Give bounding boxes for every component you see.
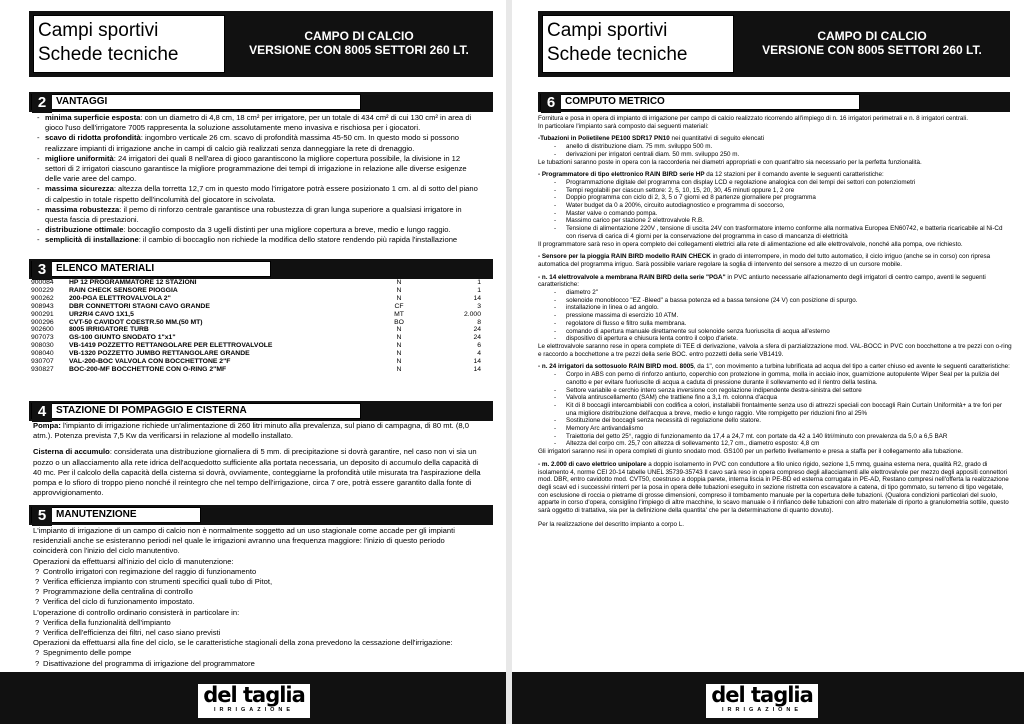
table-row [31, 350, 481, 358]
pump-label: Pompa: [33, 421, 61, 430]
pipes-note: Le tubazioni saranno poste in opera con la raccorderia nei diametri appropriati e con quant'altro sia necessario per la perfetta funzionalità. [538, 158, 922, 166]
final-note: Per la realizzazione del descritto impianto a corpo L. [538, 520, 684, 528]
table-cell: 908943 [31, 302, 54, 310]
controller-heading-text: da 12 stazioni per il comando avente le seguenti caratteristiche: [704, 171, 884, 179]
cable-heading: - m. 2.000 di cavo elettrico unipolare [538, 460, 647, 468]
pump-text: l'impianto di irrigazione richiede un'alimentazione di 260 litri minuto alla prevalenza, sul piano di campagna, di 80 mt. (8,0 atm.). Potenza prevista 7,5 Kw da verificarsi in relazione al modello installato. [33, 421, 469, 441]
header-subtitle [225, 29, 493, 57]
list-item: - Traiettoria del getto 25°, raggio di funzionamento da 17,4 a 24,7 mt. con portate da 42 a 140 litri/minuto con prevalenza da 5,0 a 6,5 BAR [538, 433, 1014, 441]
list-item: - derivazioni per irrigatori centrali diam. 50 mm. sviluppo 250 m. [538, 151, 1014, 159]
section-2-body [35, 113, 481, 246]
page-footer [0, 672, 506, 724]
list-item: - Tensione di alimentazione 220V , tensione di uscita 24V con trasformatore interno conforme alla normativa Europea EN60742, e batteria ricaricabile al Ni-Cd con riserva di carica di 4 giorni per la conservazione del programma in caso di mancanza di elettricità [538, 225, 1014, 240]
table-cell: 6 [477, 342, 481, 350]
list-item: - Tempi regolabili per ciascun settore: 2, 5, 10, 15, 20, 30, 45 minuti oppure 1, 2 ore [538, 187, 1014, 195]
list-item: - Corpo in ABS con perno di rinforzo antiurto, coperchio con protezione in gomma, molla in acciaio inox, guarnizione autopulente Wiper Seal per la pulizia del canotto e per evitare fuoriuscite di acqua a caduta di pressione durante il sollevamento ed il rientro della testina. [538, 371, 1014, 386]
logo-sub-text: IRRIGAZIONE [721, 707, 803, 713]
table-row [31, 342, 481, 350]
valves-list [538, 289, 1014, 343]
table-cell: 900084 [31, 279, 54, 286]
maintenance-intro: L'impianto di irrigazione di un campo di calcio non è normalmente soggetto ad un uso stagionale come accade per gli impianti residenziali anche se esisteranno periodi nel quale le irrigazioni avranno una frequenza maggiore: l'inizio di questo periodo coinciderà con l'inizio del ciclo manutentivo. [33, 526, 455, 556]
list-item: ? Verifica efficienza impianto con strumenti specifici quali tubo di Pitot, [33, 577, 481, 587]
table-cell: BO [394, 318, 404, 326]
list-item-label: distribuzione ottimale [45, 225, 124, 235]
del-taglia-logo [198, 684, 310, 718]
list-item-text: : altezza della torretta 12,7 cm in questo modo l'irrigatore potrà essere posizionato 1 cm. al di sotto del piano di calpestio in totale rispetto dell'incolumità del giocatore in scivolata. [45, 184, 478, 204]
table-cell: 900296 [31, 318, 54, 326]
section-5-heading [31, 507, 201, 523]
tank-text: : considerata una distribuzione giornaliera di 5 mm. di precipitazione si dovrà garantire, nel caso non vi sia un pozzo o un allacciamento alla rete idrica dell'acquedotto sufficiente alla portata necessaria, un deposito di accumulo della capacità di 40 mc. Per il calcolo della capacità della cisterna si dovrà, ovviamente, conteggiarne la profondità utile misurata tra l'aspirazione della pompa e lo sfioro di troppo pieno nonché il reintegro che nel tempo dell'irrigazione, circa 7 ore, potrà essere garantito dalla fonte di approvvigionamento. [33, 447, 481, 498]
advantages-list [35, 113, 481, 246]
list-item: - Valvola antiruscellamento (SAM) che trattiene fino a 3,1 m. colonna d'acqua [538, 394, 1014, 402]
header-title [542, 15, 734, 73]
table-cell: BOC-200-MF BOCCHETTONE CON O-RING 2"MF [69, 365, 227, 373]
header-title-line2: Schede tecniche [38, 44, 179, 65]
page-header [29, 11, 493, 77]
sensor-heading: - Sensore per la pioggia RAIN BIRD modello RAIN CHECK [538, 253, 711, 261]
table-cell: 24 [473, 334, 481, 342]
maintenance-end-list [33, 648, 481, 668]
page-footer [512, 672, 1024, 724]
maintenance-start-list [33, 567, 481, 608]
pipes-list [538, 143, 1014, 158]
list-item: - Programmazione digitale del programma con display LCD e regolazione analogica con dei tempi dei settori con potenziometri [538, 179, 1014, 187]
list-item [35, 184, 481, 204]
table-row [31, 287, 481, 295]
table-cell: VB-1320 POZZETTO JUMBO RETTANGOLARE GRANDE [69, 350, 250, 358]
cable-paragraph [538, 461, 1014, 515]
controller-heading [538, 171, 1014, 179]
table-cell: 1 [477, 286, 481, 294]
table-cell: RAIN CHECK SENSORE PIOGGIA [69, 286, 178, 294]
list-item-label: semplicità di installazione [45, 235, 139, 245]
logo-main-text: del taglia [203, 683, 305, 707]
list-item: - regolatore di flusso e filtro sulla membrana. [538, 320, 1014, 328]
table-cell: 200-PGA ELETTROVALVOLA 2" [69, 294, 171, 302]
table-cell: 900229 [31, 286, 54, 294]
table-row [31, 326, 481, 334]
table-cell: CVT-50 CAVIDOT COESTR.50 MM.(50 MT) [69, 318, 203, 326]
header-subtitle-line1: CAMPO DI CALCIO [817, 29, 927, 43]
maintenance-ordinary-heading: L'operazione di controllo ordinario consisterà in particolare in: [33, 607, 240, 617]
controller-note: Il programmatore sarà reso in opera completo dei collegamenti elettrici alla rete di alimentazione ed alle elettrovalvole, nonché alla pompa, ove richiesto. [538, 240, 963, 248]
pipes-heading-bold: -Tubazioni in Polietilene PE100 SDR17 PN10 [538, 135, 670, 143]
list-item: - Master valve o comando pompa. [538, 210, 1014, 218]
page-header [538, 11, 1010, 77]
section-3-title: ELENCO MATERIALI [56, 263, 155, 274]
table-cell: N [396, 279, 402, 286]
pump-paragraph [33, 421, 481, 441]
list-item: - Sostituzione dei boccagli senza necessità di regolazione dello statore. [538, 417, 1014, 425]
tank-label: Cisterna di accumulo [33, 447, 110, 457]
table-cell: 908040 [31, 350, 54, 358]
header-subtitle-line2: VERSIONE CON 8005 SETTORI 260 LT. [762, 43, 982, 57]
table-cell: 930707 [31, 358, 54, 366]
table-cell: 930827 [31, 365, 54, 373]
list-item: ? Programmazione della centralina di controllo [33, 587, 481, 597]
section-6-heading [540, 94, 860, 110]
sprinklers-list [538, 371, 1014, 448]
header-subtitle-line1: CAMPO DI CALCIO [304, 29, 414, 43]
list-item-label: massima sicurezza [45, 184, 114, 194]
table-cell: 14 [473, 358, 481, 366]
section-2-heading [31, 94, 361, 110]
list-item: - Memory Arc antivandalismo [538, 425, 1014, 433]
table-row [31, 279, 481, 287]
list-item-text: : ingombro verticale 26 cm. scavo di profondità massima 45-50 cm. In questo modo si possono realizzare impianti di irrigazione anche in campi di calcio già realizzati senza danneggiare la rete di drenaggio. [45, 133, 460, 153]
valves-heading-bold: - n. 14 elettrovalvole a membrana RAIN BIRD della serie "PGA" [538, 273, 726, 281]
table-cell: N [396, 350, 402, 358]
list-item: - dispositivo di apertura e chiusura lenta contro il colpo d'ariete. [538, 335, 1014, 343]
section-2-number: 2 [32, 93, 52, 113]
list-item: ? Spegnimento delle pompe [33, 648, 481, 658]
list-item-text: : 24 irrigatori dei quali 8 nell'area di gioco garantiscono la migliore copertura possibile, la divisione in 12 settori di 2 irrigatori ciascuno garantisce la migliore programmazione dei tempi di irrigazione in relazione alle diverse esigenze delle varie aree del campo. [45, 153, 467, 184]
table-cell: 4 [477, 350, 481, 358]
computo-intro2: In particolare l'impianto sarà composto dai seguenti materiali: [538, 122, 709, 130]
sprinklers-note: Gli irrigatori saranno resi in opera completi di giunto snodato mod. GS100 per un perfetto livellamento e presa a staffa per il collegamento alla tubazione. [538, 448, 963, 456]
computo-intro: Fornitura e posa in opera di impianto di irrigazione per campo di calcio realizzato ricorrendo all'impiego di n. 16 irrigatori perimetrali e n. 8 irrigatori centrali. [538, 115, 968, 122]
list-item [35, 133, 481, 153]
materials-table [31, 279, 481, 374]
section-4-heading [31, 403, 361, 419]
list-item-text: : il pemo di rinforzo centrale garantisce una robustezza di gran lunga superiore a qualsiasi irrigatore in questa fascia di prestazioni. [45, 204, 462, 225]
controller-list [538, 179, 1014, 241]
logo-sub-text: IRRIGAZIONE [213, 707, 295, 713]
list-item-label: scavo di ridotta profondità [45, 133, 141, 143]
maintenance-end-heading: Operazioni da effettuarsi alla fine del ciclo, se le caratteristiche stagionali della zona prevedono la cessazione dell'irrigazione: [33, 638, 453, 648]
list-item: - Doppio programma con ciclo di 2, 3, 5 o 7 giorni ed 8 partenze giornaliere per programma [538, 194, 1014, 202]
list-item-label: massima robustezza [45, 204, 120, 214]
table-cell: 2.000 [463, 310, 481, 318]
table-cell: N [396, 365, 402, 373]
section-2-title: VANTAGGI [56, 96, 108, 107]
table-cell: N [396, 286, 402, 294]
table-row [31, 319, 481, 327]
table-cell: MT [394, 310, 404, 318]
header-title-line2: Schede tecniche [547, 44, 688, 65]
list-item-text: : con un diametro di 4,8 cm, 18 cm² per irrigatore, per un totale di 434 cm² di cui 130 cm² in area di gioco l'uso dell'irrigatore 7005 rappresenta la soluzione assolutamente meno invasiva e rischiosa per i giocatori. [45, 113, 472, 133]
table-cell: GS-100 GIUNTO SNODATO 1"x1" [69, 334, 176, 342]
header-title-line1: Campi sportivi [547, 20, 668, 41]
list-item: - installazione in linea o ad angolo. [538, 304, 1014, 312]
section-3-number: 3 [32, 260, 52, 280]
list-item: ? Verifica del ciclo di funzionamento impostato. [33, 597, 481, 607]
list-item: - Kit di 8 boccagli intercambiabili con codifica a colori, installabili frontalmente senza uso di attrezzi speciali con boccagli Rain Curtain Uniformità+ a tre fori per una migliore distribuzione dell'acqua a breve, medio e lungo raggio. Vite rompigetto per riduzioni fino al 25% [538, 402, 1014, 417]
list-item: ? Disattivazione del programma di irrigazione del programmatore [33, 659, 481, 669]
section-6-number: 6 [541, 93, 561, 113]
table-cell: VB-1419 POZZETTO RETTANGOLARE PER ELETTROVALVOLE [69, 342, 273, 350]
table-row [31, 334, 481, 342]
valves-note: Le elettrovalvole saranno rese in opera complete di TEE di derivazione, valvola a sfera di parzializzazione mod. VAL-BOCC in PVC con bocchettone a tre pezzi con o-ring e raccordo a bocchettone a tre pezzi della serie BOC. entro pozzetti della serie VB1419. [538, 342, 1012, 358]
valves-heading-text: in PVC antiurto necessarie all'azionamento degli irrigatori di centro campo, aventi le seguenti caratteristiche: [538, 273, 986, 289]
list-item: ? Verifica della funzionalità dell'impianto [33, 618, 481, 628]
table-row [31, 358, 481, 366]
section-5-body [33, 526, 481, 669]
table-cell: UR2R/4 CAVO 1X1,5 [69, 310, 134, 318]
table-cell: VAL-200-BOC VALVOLA CON BOCCHETTONE 2"F [69, 358, 231, 366]
table-cell: 900262 [31, 294, 54, 302]
list-item: - diametro 2" [538, 289, 1014, 297]
list-item: ? Verifica dell'efficienza dei filtri, nel caso siano previsti [33, 628, 481, 638]
valves-heading [538, 274, 1014, 289]
table-cell: 3 [477, 302, 481, 310]
list-item-label: migliore uniformità [45, 153, 114, 163]
sprinklers-heading-bold: - n. 24 irrigatori da sottosuolo RAIN BIRD mod. 8005 [538, 363, 694, 371]
sprinklers-heading-text: , da 1", con movimento a turbina lubrificata ad acqua del tipo a carter chiuso ed avente le seguenti caratteristiche: [693, 363, 1010, 371]
section-3-heading [31, 261, 271, 277]
section-5-number: 5 [32, 506, 52, 526]
table-cell: N [396, 342, 402, 350]
list-item: - comando di apertura manuale direttamente sul solenoide senza fuoriuscita di acqua all'esterno [538, 328, 1014, 336]
table-cell: N [396, 326, 402, 334]
list-item: - pressione massima di esercizio 10 ATM. [538, 312, 1014, 320]
header-subtitle [734, 29, 1010, 57]
pipes-heading [538, 135, 1014, 143]
list-item: - Massimo carico per stazione 2 elettrovalvole R.B. [538, 217, 1014, 225]
pipes-heading-text: nei quantitativi di seguito elencati [669, 135, 764, 143]
table-cell: 907073 [31, 334, 54, 342]
section-4-body [33, 421, 481, 498]
list-item-text: : il cambio di boccaglio non richiede la modifica dello statore rendendo più rapida l'installazione [138, 235, 458, 245]
list-item: - Altezza del corpo cm. 25,7 con altezza di sollevamento 12,7 cm., diametro esposto: 4,8 cm [538, 440, 1014, 448]
section-4-title: STAZIONE DI POMPAGGIO E CISTERNA [56, 405, 247, 416]
left-page [0, 0, 506, 724]
maintenance-start-heading: Operazioni da effettuarsi all'inizio del ciclo di manutenzione: [33, 556, 234, 566]
sensor-text: in grado di interrompere, in modo del tutto automatico, il ciclo irriguo (anche se in corso) con ripresa automatica del programma irriguo. Sarà possibile variare regolare la soglia di intervento del sensore a mezzo di un cursore mobile. [538, 253, 991, 268]
list-item [35, 154, 481, 185]
table-row [31, 366, 481, 374]
table-row [31, 303, 481, 311]
section-6-title: COMPUTO METRICO [565, 96, 665, 107]
sprinklers-heading [538, 363, 1014, 371]
controller-heading-bold: - Programmatore di tipo elettronico RAIN BIRD serie HP [538, 171, 705, 179]
list-item: - solenoide monoblocco "EZ -Bleed" a bassa potenza ed a bassa tensione (24 V) con posizione di spurgo. [538, 297, 1014, 305]
list-item: ? Controllo irrigatori con regimazione del raggio di funzionamento [33, 567, 481, 577]
list-item [35, 205, 481, 225]
list-item: - Settore variabile e cerchio intero senza inversione con regolazione indipendente destra-sinistra del settore [538, 387, 1014, 395]
list-item [35, 113, 481, 133]
header-title-line1: Campi sportivi [38, 20, 159, 41]
table-cell: 908030 [31, 342, 54, 350]
table-cell: 24 [473, 326, 481, 334]
table-cell: DBR CONNETTORI STAGNI CAVO GRANDE [69, 302, 210, 310]
table-row [31, 311, 481, 319]
list-item: - anello di distribuzione diam. 75 mm. sviluppo 500 m. [538, 143, 1014, 151]
list-item: - Water budget da 0 a 200%, circuito autodiagnostico e programma di soccorso, [538, 202, 1014, 210]
right-page [512, 0, 1024, 724]
table-cell: 8 [477, 318, 481, 326]
list-item [35, 225, 481, 235]
table-row [31, 295, 481, 303]
section-6-body [538, 115, 1014, 528]
list-item [35, 235, 481, 245]
sensor-paragraph [538, 253, 1014, 268]
section-4-number: 4 [32, 402, 52, 422]
list-item-label: minima superficie esposta [45, 113, 141, 122]
table-cell: 8005 IRRIGATORE TURB [69, 326, 149, 334]
del-taglia-logo [706, 684, 818, 718]
maintenance-ordinary-list [33, 618, 481, 638]
table-cell: N [396, 294, 402, 302]
logo-main-text: del taglia [711, 683, 813, 707]
header-title [33, 15, 225, 73]
tank-paragraph [33, 447, 481, 498]
table-cell: 900291 [31, 310, 54, 318]
table-cell: N [396, 334, 402, 342]
cable-text: a doppio isolamento in PVC con conduttore a filo unico rigido, sezione 1,5 mmq, guaina esterna nera, qualità R2, grado di isolamento 4, norme CEI 20-14 tabelle UNEL 35739-35743 Il cavo sarà reso in opera compreso degli allacciamenti alle elettrovalvole per mezzo degli appositi connettori mod. DBR, entro cavidotto mod. CVT50, coestruso a doppia parete, interna liscia in PE-BD ed esterna corrugata in PE-AD, Restano compresi nell'offerta la realizzazione degli scavi ed i successivi rinterri per la posa in opera delle tubazioni eseguito in sezione ristretta con escavatore a catena, di tipo gommato, su terreno di tipo vegetale, con esclusione di roccia o pietrame di grosse dimensioni, compreso il tombamento manuale per la copertura delle tubazioni. (Qualora condizioni particolari del suolo, apparte in corso d'opera, consiglino l'impiego di altre macchine, lo scavo manuale o il rinfianco delle tubazioni con altro materiale di riporto a granulometria sottile, questo sarà oggetto di trattativa, sia per la definizione della quantita' che per la determinazione di quanto dovuto). [538, 460, 1009, 515]
table-cell: 14 [473, 365, 481, 373]
table-cell: 1 [477, 279, 481, 286]
table-cell: N [396, 358, 402, 366]
table-cell: 902600 [31, 326, 54, 334]
list-item-text: : boccaglio composto da 3 ugelli distinti per una migliore copertura a breve, medio e lungo raggio. [123, 225, 451, 235]
table-cell: CF [394, 302, 404, 310]
header-subtitle-line2: VERSIONE CON 8005 SETTORI 260 LT. [249, 43, 469, 57]
section-5-title: MANUTENZIONE [56, 509, 137, 520]
table-cell: 14 [473, 294, 481, 302]
table-cell: HP 12 PROGRAMMATORE 12 STAZIONI [69, 279, 197, 286]
